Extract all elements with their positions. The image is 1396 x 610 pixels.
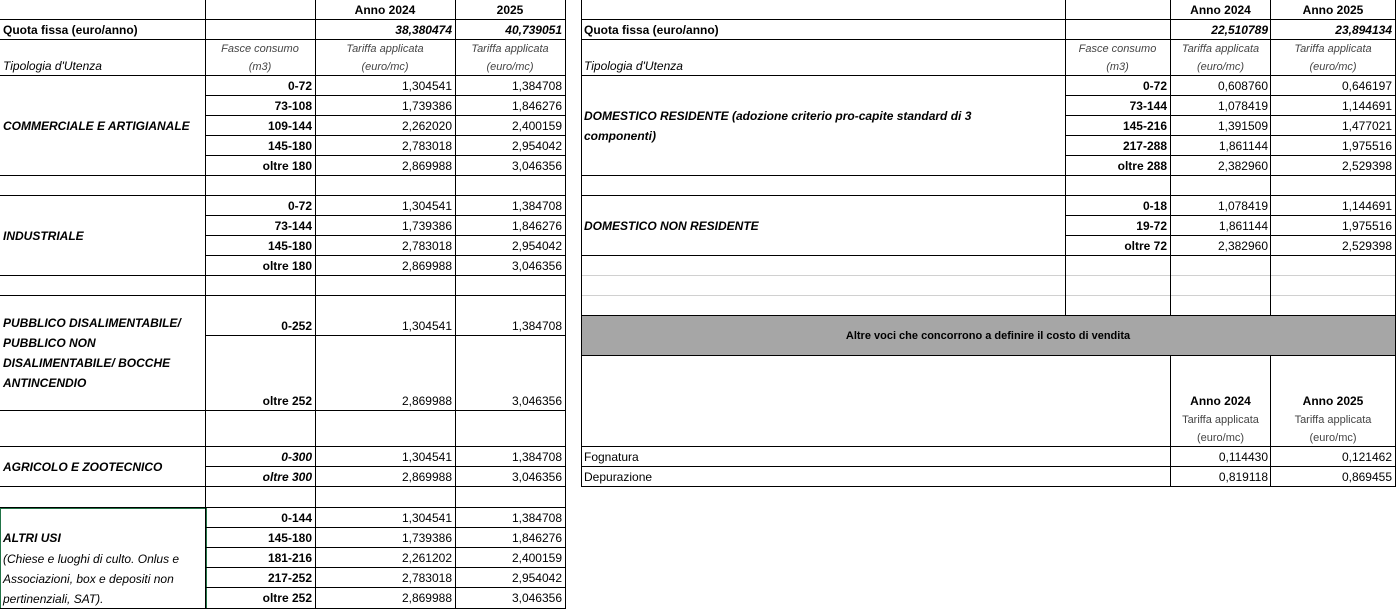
agricolo-2025-2: 3,046356 bbox=[511, 470, 562, 484]
commerciale-fascia-2: 73-108 bbox=[274, 99, 312, 113]
industriale-2024-1: 1,304541 bbox=[401, 199, 452, 213]
commerciale-label: COMMERCIALE E ARTIGIANALE bbox=[3, 119, 190, 133]
right-tipologia-header: Tipologia d'Utenza bbox=[584, 59, 683, 73]
left-tariffa-2024-header-1: Tariffa applicata bbox=[346, 43, 424, 55]
altre-year-2025: Anno 2025 bbox=[1302, 394, 1364, 408]
commerciale-2024-1: 1,304541 bbox=[401, 79, 452, 93]
agricolo-2024-2: 2,869988 bbox=[401, 470, 452, 484]
grid-line bbox=[581, 75, 1396, 76]
right-tariffa-2024-header-2: (euro/mc) bbox=[1196, 61, 1245, 73]
fognatura-2024: 0,114430 bbox=[1218, 450, 1268, 464]
industriale-fascia-4: oltre 180 bbox=[262, 259, 312, 273]
grid-line bbox=[1065, 115, 1396, 116]
pubblico-label: PUBBLICO DISALIMENTABILE/ PUBBLICO NON DISALIMENTABILE/ BOCCHE ANTINCENDIO bbox=[3, 316, 181, 390]
grid-line bbox=[0, 446, 566, 447]
altre-voci-title: Altre voci che concorrono a definire il costo di vendita bbox=[845, 329, 1131, 342]
grid-line bbox=[205, 547, 566, 548]
right-tariffa-2024-header-1: Tariffa applicata bbox=[1181, 43, 1260, 55]
grid-line bbox=[1170, 355, 1171, 487]
pubblico-2024-2: 2,869988 bbox=[401, 394, 452, 408]
right-year-2025-header: Anno 2025 bbox=[1302, 3, 1364, 17]
industriale-2024-2: 1,739386 bbox=[401, 219, 452, 233]
grid-line bbox=[455, 0, 456, 609]
agricolo-fascia-1: 0-300 bbox=[281, 450, 312, 464]
industriale-2025-2: 1,846276 bbox=[511, 219, 562, 233]
right-fasce-header-1: Fasce consumo bbox=[1078, 43, 1157, 55]
grid-line bbox=[0, 39, 566, 40]
commerciale-2025-1: 1,384708 bbox=[511, 79, 562, 93]
pubblico-fascia-2: oltre 252 bbox=[262, 394, 312, 408]
grid-line bbox=[1065, 135, 1396, 136]
non-residente-2025-3: 2,529398 bbox=[1341, 239, 1392, 253]
altri-fascia-3: 181-216 bbox=[267, 551, 312, 565]
grid-line bbox=[581, 195, 1396, 196]
commerciale-2025-5: 3,046356 bbox=[511, 159, 562, 173]
right-quota-label: Quota fissa (euro/anno) bbox=[584, 23, 719, 37]
left-quota-2025: 40,739051 bbox=[505, 23, 562, 37]
left-tariffa-2025-header-2: (euro/mc) bbox=[486, 61, 534, 73]
non-residente-label: DOMESTICO NON RESIDENTE bbox=[584, 219, 759, 233]
left-fasce-header-2: (m3) bbox=[248, 61, 272, 73]
right-tariffa-2025-header-1: Tariffa applicata bbox=[1294, 43, 1372, 55]
grid-line bbox=[315, 0, 316, 609]
grid-line bbox=[205, 335, 566, 336]
commerciale-2024-3: 2,262020 bbox=[401, 119, 452, 133]
altri-2024-4: 2,783018 bbox=[401, 571, 452, 585]
grid-line bbox=[581, 19, 1396, 20]
grid-line bbox=[1065, 215, 1396, 216]
non-residente-fascia-2: 19-72 bbox=[1136, 219, 1167, 233]
residente-2025-4: 1,975516 bbox=[1341, 139, 1392, 153]
grid-line bbox=[581, 446, 1396, 447]
grid-line bbox=[205, 235, 566, 236]
commerciale-fascia-5: oltre 180 bbox=[262, 159, 312, 173]
non-residente-fascia-3: oltre 72 bbox=[1124, 239, 1167, 253]
non-residente-2025-1: 1,144691 bbox=[1341, 199, 1392, 213]
grid-line bbox=[1065, 95, 1396, 96]
non-residente-2024-2: 1,861144 bbox=[1218, 219, 1268, 233]
residente-fascia-1: 0-72 bbox=[1142, 79, 1167, 93]
right-year-2024-header: Anno 2024 bbox=[1190, 3, 1251, 17]
commerciale-2024-2: 1,739386 bbox=[401, 99, 452, 113]
non-residente-fascia-1: 0-18 bbox=[1142, 199, 1167, 213]
left-tipologia-header: Tipologia d'Utenza bbox=[3, 59, 102, 73]
grid-line bbox=[1170, 0, 1171, 316]
grid-line bbox=[205, 115, 566, 116]
altri-fascia-4: 217-252 bbox=[267, 571, 312, 585]
residente-2025-3: 1,477021 bbox=[1341, 119, 1392, 133]
grid-line bbox=[565, 0, 566, 609]
industriale-fascia-1: 0-72 bbox=[287, 199, 312, 213]
grid-line bbox=[581, 0, 582, 487]
pubblico-2024-1: 1,304541 bbox=[401, 319, 452, 333]
residente-2024-1: 0,608760 bbox=[1217, 79, 1268, 93]
grid-line bbox=[205, 466, 566, 467]
grid-line bbox=[205, 527, 566, 528]
altri-fascia-2: 145-180 bbox=[267, 531, 312, 545]
grid-line bbox=[581, 295, 1396, 296]
industriale-2024-4: 2,869988 bbox=[401, 259, 452, 273]
grid-line bbox=[1270, 0, 1271, 316]
grid-line bbox=[581, 466, 1396, 467]
residente-2024-3: 1,391509 bbox=[1217, 119, 1268, 133]
grid-line bbox=[1270, 355, 1271, 487]
commerciale-fascia-1: 0-72 bbox=[287, 79, 312, 93]
pubblico-fascia-1: 0-252 bbox=[281, 319, 312, 333]
altri-2024-2: 1,739386 bbox=[401, 531, 452, 545]
grid-line bbox=[581, 39, 1396, 40]
residente-fascia-3: 145-216 bbox=[1122, 119, 1167, 133]
right-tariffa-2025-header-2: (euro/mc) bbox=[1309, 61, 1357, 73]
grid-line bbox=[581, 175, 1396, 176]
commerciale-2025-2: 1,846276 bbox=[511, 99, 562, 113]
left-quota-label: Quota fissa (euro/anno) bbox=[3, 23, 138, 37]
residente-fascia-4: 217-288 bbox=[1122, 139, 1167, 153]
residente-2024-4: 1,861144 bbox=[1218, 139, 1268, 153]
residente-fascia-2: 73-144 bbox=[1129, 99, 1167, 113]
altri-2024-5: 2,869988 bbox=[401, 591, 452, 605]
altri-2024-1: 1,304541 bbox=[401, 511, 452, 525]
left-tariffa-2024-header-2: (euro/mc) bbox=[361, 61, 409, 73]
left-year-2025-header: 2025 bbox=[496, 3, 524, 17]
left-tariffa-2025-header-1: Tariffa applicata bbox=[471, 43, 549, 55]
grid-line bbox=[581, 255, 1396, 256]
grid-line bbox=[0, 275, 566, 276]
industriale-fascia-2: 73-144 bbox=[274, 219, 312, 233]
pubblico-2025-1: 1,384708 bbox=[511, 319, 562, 333]
altri-2025-2: 1,846276 bbox=[511, 531, 562, 545]
residente-2025-1: 0,646197 bbox=[1341, 79, 1392, 93]
industriale-2024-3: 2,783018 bbox=[401, 239, 452, 253]
altre-tariffa-2024-1: Tariffa applicata bbox=[1182, 414, 1259, 426]
residente-2025-2: 1,144691 bbox=[1341, 99, 1392, 113]
grid-line bbox=[0, 195, 566, 196]
agricolo-label: AGRICOLO E ZOOTECNICO bbox=[3, 460, 163, 474]
grid-line bbox=[581, 315, 1396, 316]
grid-line bbox=[581, 355, 1396, 356]
grid-line bbox=[0, 608, 566, 609]
grid-line bbox=[0, 175, 566, 176]
grid-line bbox=[205, 95, 566, 96]
industriale-2025-3: 2,954042 bbox=[511, 239, 562, 253]
right-fasce-header-2: (m3) bbox=[1106, 61, 1129, 73]
selected-cell-outline[interactable] bbox=[0, 508, 207, 609]
commerciale-2024-4: 2,783018 bbox=[401, 139, 452, 153]
altri-fascia-1: 0-144 bbox=[281, 511, 312, 525]
non-residente-2025-2: 1,975516 bbox=[1341, 219, 1392, 233]
grid-line bbox=[205, 255, 566, 256]
non-residente-2024-1: 1,078419 bbox=[1217, 199, 1268, 213]
grid-line bbox=[0, 486, 566, 487]
altri-2024-3: 2,261202 bbox=[401, 551, 452, 565]
altre-year-2024: Anno 2024 bbox=[1190, 394, 1251, 408]
altri-2025-3: 2,400159 bbox=[511, 551, 562, 565]
grid-line bbox=[205, 567, 566, 568]
grid-line bbox=[205, 587, 566, 588]
residente-2024-2: 1,078419 bbox=[1217, 99, 1268, 113]
grid-line bbox=[205, 0, 206, 609]
left-fasce-header-1: Fasce consumo bbox=[221, 43, 299, 55]
altri-label: ALTRI USI bbox=[3, 531, 61, 545]
left-quota-2024: 38,380474 bbox=[395, 23, 452, 37]
residente-label: DOMESTICO RESIDENTE (adozione criterio pro-capite standard di 3 componenti) bbox=[584, 109, 972, 143]
grid-line bbox=[205, 155, 566, 156]
industriale-2025-1: 1,384708 bbox=[511, 199, 562, 213]
altre-tariffa-2025-2: (euro/mc) bbox=[1309, 432, 1357, 444]
industriale-fascia-3: 145-180 bbox=[267, 239, 312, 253]
grid-line bbox=[205, 215, 566, 216]
commerciale-2025-3: 2,400159 bbox=[511, 119, 562, 133]
grid-line bbox=[581, 486, 1396, 487]
commerciale-2025-4: 2,954042 bbox=[511, 139, 562, 153]
commerciale-fascia-3: 109-144 bbox=[267, 119, 312, 133]
commerciale-2024-5: 2,869988 bbox=[401, 159, 452, 173]
residente-2024-5: 2,382960 bbox=[1217, 159, 1268, 173]
commerciale-fascia-4: 145-180 bbox=[267, 139, 312, 153]
fognatura-2025: 0,121462 bbox=[1341, 450, 1392, 464]
grid-line bbox=[1065, 235, 1396, 236]
depurazione-2025: 0,869455 bbox=[1341, 470, 1392, 484]
industriale-label: INDUSTRIALE bbox=[3, 229, 84, 243]
grid-line bbox=[1065, 0, 1066, 316]
grid-line bbox=[0, 19, 566, 20]
altri-note: (Chiese e luoghi di culto. Onlus e Associazioni, box e depositi non pertinenziali, SAT). bbox=[3, 552, 180, 606]
right-quota-2025: 23,894134 bbox=[1335, 23, 1392, 37]
agricolo-2024-1: 1,304541 bbox=[401, 450, 452, 464]
grid-line bbox=[1065, 155, 1396, 156]
agricolo-2025-1: 1,384708 bbox=[511, 450, 562, 464]
altre-tariffa-2025-1: Tariffa applicata bbox=[1294, 414, 1372, 426]
pubblico-2025-2: 3,046356 bbox=[511, 394, 562, 408]
grid-line bbox=[205, 135, 566, 136]
right-quota-2024: 22,510789 bbox=[1211, 23, 1268, 37]
residente-fascia-5: oltre 288 bbox=[1117, 159, 1167, 173]
industriale-2025-4: 3,046356 bbox=[511, 259, 562, 273]
grid-line bbox=[0, 295, 566, 296]
agricolo-fascia-2: oltre 300 bbox=[262, 470, 312, 484]
altri-fascia-5: oltre 252 bbox=[262, 591, 312, 605]
altre-tariffa-2024-2: (euro/mc) bbox=[1196, 432, 1245, 444]
fognatura-label: Fognatura bbox=[584, 450, 639, 464]
residente-2025-5: 2,529398 bbox=[1341, 159, 1392, 173]
depurazione-2024: 0,819118 bbox=[1218, 470, 1268, 484]
grid-line bbox=[581, 275, 1396, 276]
altri-2025-4: 2,954042 bbox=[511, 571, 562, 585]
grid-line bbox=[0, 507, 566, 508]
grid-line bbox=[0, 410, 566, 411]
grid-line bbox=[0, 75, 566, 76]
depurazione-label: Depurazione bbox=[584, 470, 653, 484]
altri-2025-5: 3,046356 bbox=[511, 591, 562, 605]
left-year-2024-header: Anno 2024 bbox=[354, 3, 416, 17]
non-residente-2024-3: 2,382960 bbox=[1217, 239, 1268, 253]
altri-2025-1: 1,384708 bbox=[511, 511, 562, 525]
